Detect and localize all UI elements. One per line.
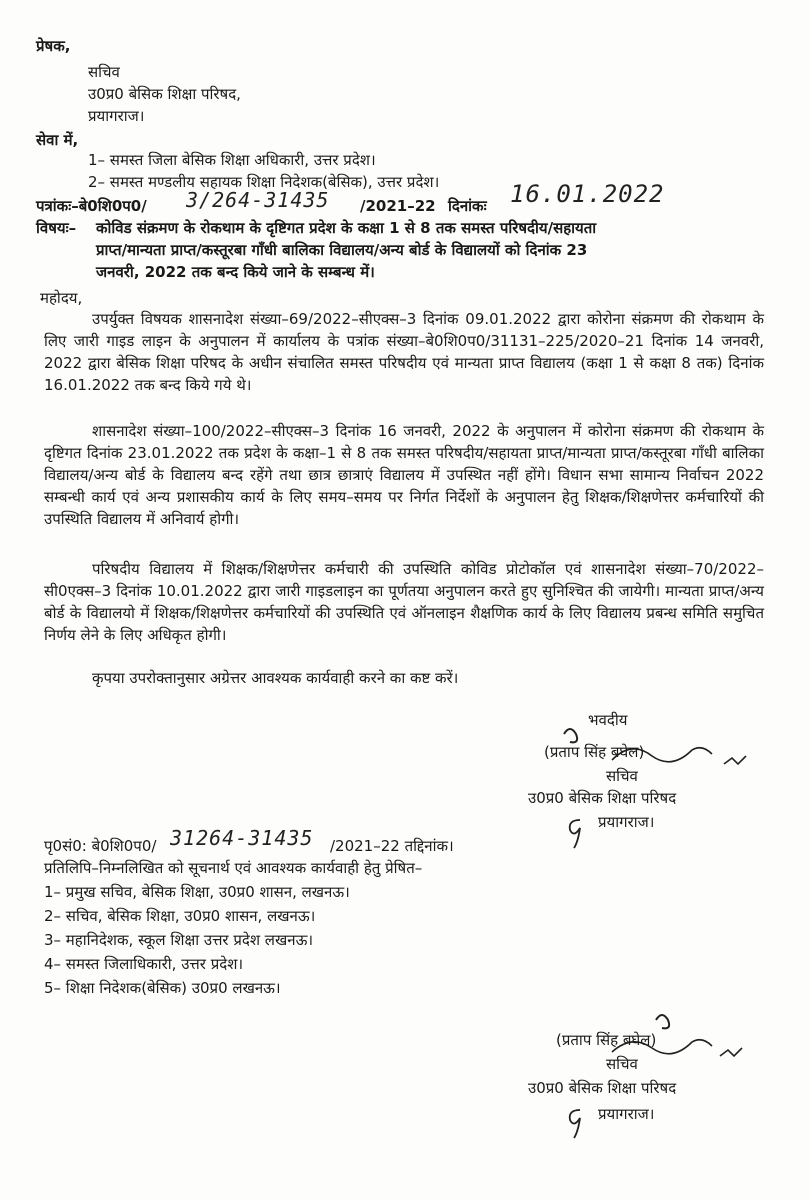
- subject-line: जनवरी, 2022 तक बन्द किये जाने के सम्बन्ध में।: [96, 263, 375, 281]
- endorsement-suffix: /2021–22 तद्दिनांक।: [330, 837, 454, 855]
- recipient-item: 2– समस्त मण्डलीय सहायक शिक्षा निदेशक(बेसिक), उत्तर प्रदेश।: [88, 173, 440, 191]
- signature-1-name: (प्रताप सिंह बघेल): [544, 743, 645, 761]
- subject-label: विषयः–: [36, 219, 77, 237]
- endorsement-prefix: पृ0सं0: बे0शि0प0/: [44, 837, 157, 855]
- copy-item: 2– सचिव, बेसिक शिक्षा, उ0प्र0 शासन, लखनऊ।: [44, 907, 316, 925]
- letter-ref-handwritten-number: 3/264-31435: [186, 188, 330, 212]
- endorsement-handwritten-number: 31264-31435: [170, 826, 314, 850]
- copy-item: 5– शिक्षा निदेशक(बेसिक) उ0प्र0 लखनऊ।: [44, 979, 281, 997]
- sender-designation: सचिव: [88, 63, 120, 81]
- signature-2-name: (प्रताप सिंह बघेल): [556, 1031, 657, 1049]
- recipients-label: सेवा में,: [36, 131, 79, 149]
- copy-line: प्रतिलिपि–निम्नलिखित को सूचनार्थ एवं आवश्यक कार्यवाही हेतु प्रेषित–: [44, 859, 423, 877]
- copy-item: 4– समस्त जिलाधिकारी, उत्तर प्रदेश।: [44, 955, 244, 973]
- letter-ref-date-label: दिनांकः: [448, 197, 487, 215]
- letter-ref-year: /2021–22: [360, 197, 436, 215]
- body-paragraph: उपर्युक्त विषयक शासनादेश संख्या–69/2022–सीएक्स–3 दिनांक 09.01.2022 द्वारा कोरोना संक्रमण की रोकथाम के लिए जारी गाइड लाइन के अनुपालन में कार्यालय के पत्रांक संख्या–बे0शि0प0/31131–225/2020–21 दिनांक 14 जनवरी, 2022 द्वारा बेसिक शिक्षा परिषद के अधीन संचालित समस्त परिषदीय एवं मान्यता प्राप्त विद्यालय (कक्षा 1 से कक्षा 8 तक) दिनांक 16.01.2022 तक बन्द किये गये थे।: [44, 310, 764, 394]
- copy-item: 1– प्रमुख सचिव, बेसिक शिक्षा, उ0प्र0 शासन, लखनऊ।: [44, 883, 350, 901]
- body-paragraph: कृपया उपरोक्तानुसार अग्रेत्तर आवश्यक कार्यवाही करने का कष्ट करें।: [92, 669, 459, 687]
- sender-label: प्रेषक,: [36, 37, 71, 55]
- signature-1-initial: [562, 812, 592, 852]
- sender-office: उ0प्र0 बेसिक शिक्षा परिषद,: [88, 85, 241, 103]
- signature-1-place: प्रयागराज।: [598, 813, 655, 831]
- signature-1-designation: सचिव: [606, 767, 638, 785]
- signature-2-initial: [562, 1102, 592, 1142]
- closing: भवदीय: [588, 711, 628, 729]
- signature-1-office: उ0प्र0 बेसिक शिक्षा परिषद: [528, 789, 677, 807]
- recipient-item: 1– समस्त जिला बेसिक शिक्षा अधिकारी, उत्तर प्रदेश।: [88, 151, 376, 169]
- subject-line: कोविड संक्रमण के रोकथाम के दृष्टिगत प्रदेश के कक्षा 1 से 8 तक समस्त परिषदीय/सहायता: [96, 219, 597, 237]
- sender-place: प्रयागराज।: [88, 107, 145, 125]
- signature-2-place: प्रयागराज।: [598, 1105, 655, 1123]
- signature-2-office: उ0प्र0 बेसिक शिक्षा परिषद: [528, 1079, 677, 1097]
- signature-2-designation: सचिव: [606, 1055, 638, 1073]
- body-paragraph: परिषदीय विद्यालय में शिक्षक/शिक्षणेत्तर कर्मचारी की उपस्थिति कोविड प्रोटोकॉल एवं शासनादेश संख्या–70/2022–सी0एक्स–3 दिनांक 10.01.2022 द्वारा जारी गाइडलाइन का पूर्णतया अनुपालन करते हुए सुनिश्चित की जायेगी। मान्यता प्राप्त/अन्य बोर्ड के विद्यालयो में शिक्षक/शिक्षणेत्तर कर्मचारियों की उपस्थिति एवं ऑनलाइन शैक्षणिक कार्य के लिए विद्यालय प्रबन्ध समिति समुचित निर्णय लेने के लिए अधिकृत होगी।: [44, 560, 764, 644]
- subject-line: प्राप्त/मान्यता प्राप्त/कस्तूरबा गाँधी बालिका विद्यालय/अन्य बोर्ड के विद्यालयों को दिनांक 23: [96, 241, 588, 259]
- body-paragraph: शासनादेश संख्या–100/2022–सीएक्स–3 दिनांक 16 जनवरी, 2022 के अनुपालन में कोरोना संक्रमण की रोकथाम के दृष्टिगत दिनांक 23.01.2022 तक प्रदेश के कक्षा–1 से 8 तक समस्त परिषदीय/सहायता प्राप्त/मान्यता प्राप्त/कस्तूरबा गाँधी बालिका विद्यालय/अन्य बोर्ड के विद्यालय बन्द रहेंगे तथा छात्र छात्राएं विद्यालय में उपस्थित नहीं होंगे। विधान सभा सामान्य निर्वाचन 2022 सम्बन्धी कार्य एवं अन्य प्रशासकीय कार्य के लिए समय–समय पर निर्गत निर्देशों के अनुपालन हेतु शिक्षक/शिक्षणेत्तर कर्मचारियों की उपस्थिति विद्यालय में अनिवार्य होगी।: [44, 422, 764, 528]
- letter-ref-prefix: पत्रांकः–बे0शि0प0/: [36, 197, 147, 215]
- salutation: महोदय,: [40, 289, 83, 307]
- letter-ref-handwritten-date: 16.01.2022: [510, 180, 665, 208]
- copy-item: 3– महानिदेशक, स्कूल शिक्षा उत्तर प्रदेश लखनऊ।: [44, 931, 314, 949]
